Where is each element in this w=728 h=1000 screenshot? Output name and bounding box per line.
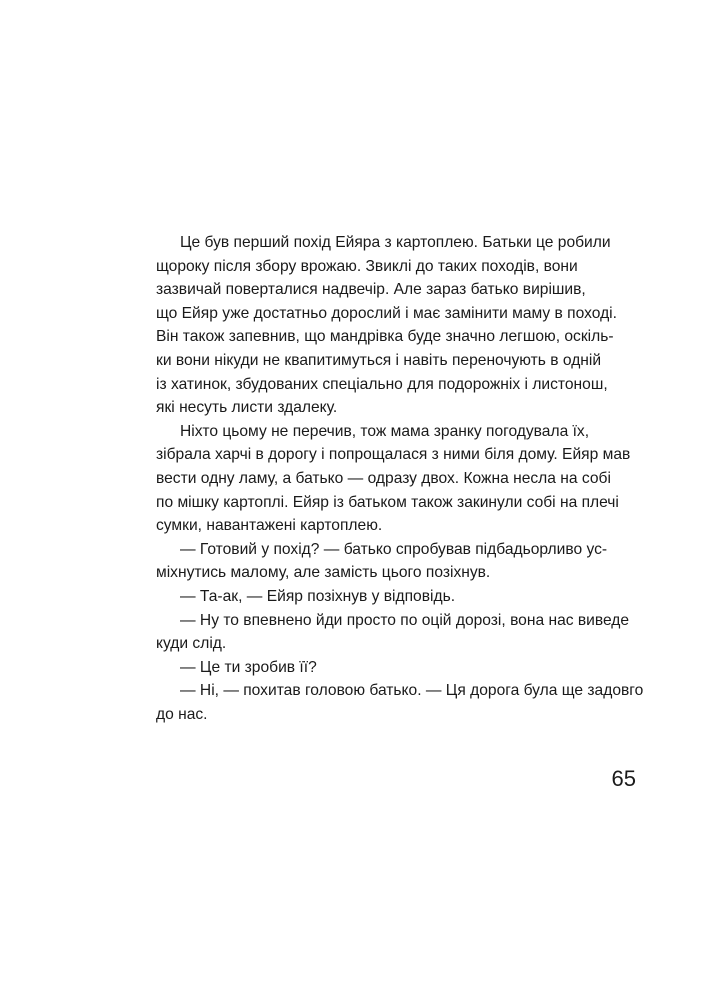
text-line: по мішку картоплі. Ейяр із батьком також закинули собі на плечі xyxy=(156,493,619,511)
text-line: вести одну ламу, а батько — одразу двох. Кожна несла на собі xyxy=(156,469,611,487)
text-line: Ніхто цьому не перечив, тож мама зранку погодувала їх, xyxy=(180,422,590,440)
dialogue-line: — Ну то впевнено йди просто по оцій дорозі, вона нас виведе xyxy=(180,611,630,629)
text-line: зазвичай повертaлися надвечір. Але зараз батько вирішив, xyxy=(156,281,586,299)
dialogue-line: — Готовий у похід? — батько спробував підбадьорливо ус- xyxy=(180,540,608,558)
text-line: ки вони нікуди не квапитимуться і навіть переночують в одній xyxy=(156,351,602,369)
dialogue-line: — Ні, — похитав головою батько. — Ця дорога була ще задовго xyxy=(180,682,644,700)
text-line: куди слід. xyxy=(156,635,227,653)
text-line: зібрала харчі в дорогу і попрощалася з ними біля дому. Ейяр мав xyxy=(156,446,631,464)
text-line: Він також запевнив, що мандрівка буде значно легшою, оскіль- xyxy=(156,328,614,346)
text-line: щороку після збору врожаю. Звиклі до таких походів, вони xyxy=(156,257,578,275)
text-line: які несуть листи здалеку. xyxy=(156,399,338,417)
text-line: міхнутись малому, але замість цього позіхнув. xyxy=(156,564,491,582)
text-line: із хатинок, збудованих спеціально для подорожніх і листонош, xyxy=(156,375,608,393)
dialogue-line: — Це ти зробив її? xyxy=(180,658,317,676)
text-line: що Ейяр уже достатньо дорослий і має замінити маму в поході. xyxy=(156,304,617,322)
page-number: 65 xyxy=(611,766,636,791)
text-line: Це був перший похід Ейяра з картоплею. Батьки це робили xyxy=(180,234,611,251)
dialogue-line: — Та-ак, — Ейяр позіхнув у відповідь. xyxy=(180,587,456,605)
text-line: сумки, навантажені картоплею. xyxy=(156,517,383,535)
body-text xyxy=(156,231,644,726)
text-line: до нас. xyxy=(156,705,208,723)
